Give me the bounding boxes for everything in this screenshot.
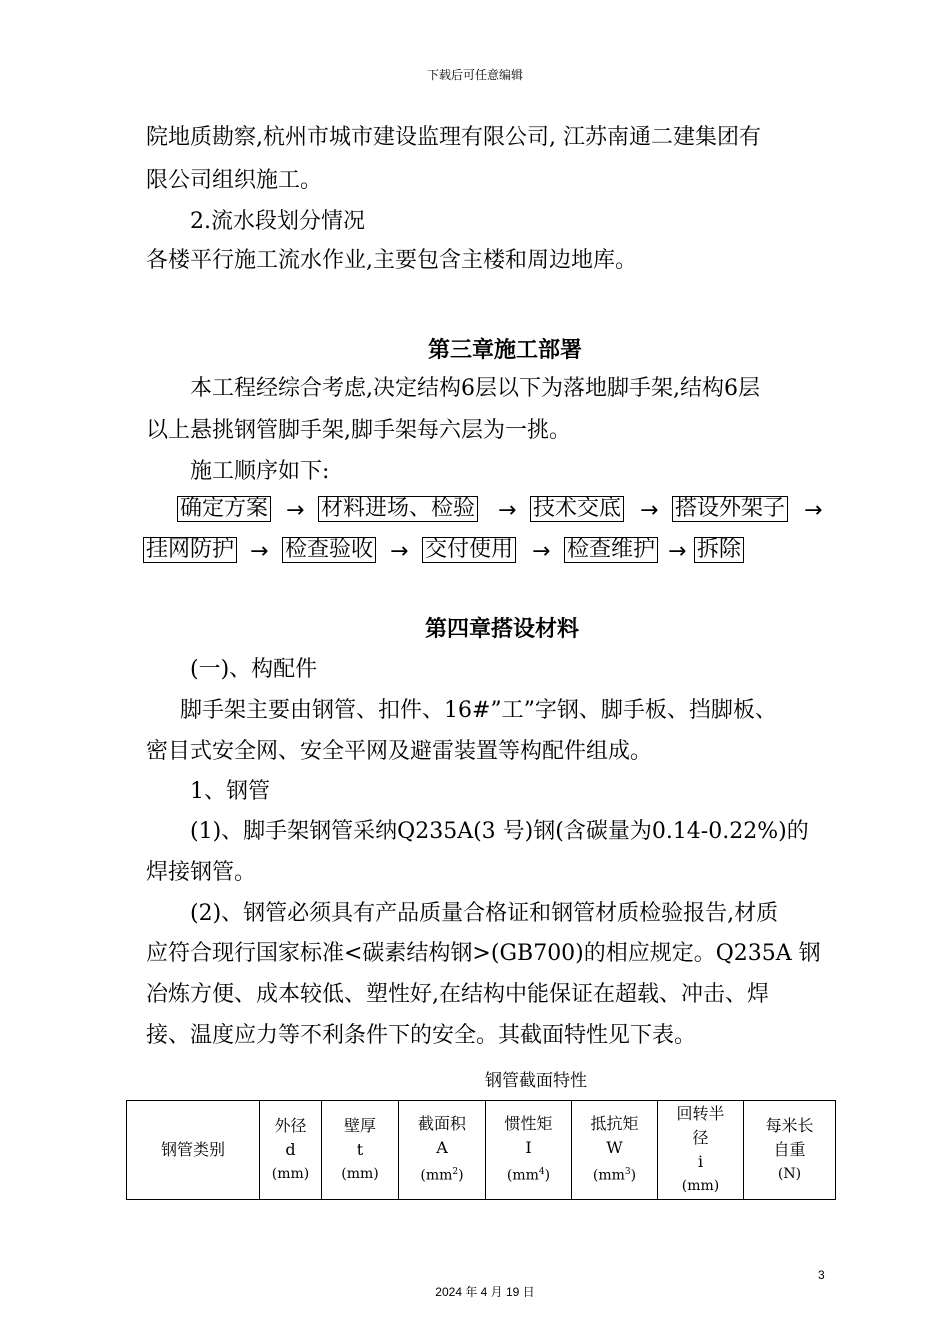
header-cell-outer-diameter: 外径 d (mm) <box>260 1101 322 1200</box>
subsection-heading: 2.流水段划分情况 <box>190 209 365 234</box>
header-cell-weight-per-meter: 每米长 自重 (N) <box>744 1101 836 1200</box>
header-note: 下载后可任意编辑 <box>426 68 523 82</box>
paragraph-line: 限公司组织施工。 <box>146 168 323 193</box>
paragraph-line: (2)、钢管必须具有产品质量合格证和钢管材质检验报告,材质 <box>190 901 779 926</box>
arrow-right-icon: → <box>804 498 823 523</box>
paragraph-line: 院地质勘察,杭州市城市建设监理有限公司, 江苏南通二建集团有 <box>146 125 761 150</box>
paragraph-line: (1)、脚手架钢管采纳Q235A(3 号)钢(含碳量为0.14-0.22%)的 <box>190 819 809 844</box>
paragraph-line: 本工程经综合考虑,决定结构6层以下为落地脚手架,结构6层 <box>190 376 760 401</box>
paragraph-line: 密目式安全网、安全平网及避雷装置等构配件组成。 <box>146 739 653 764</box>
flow-step: 搭设外架子 <box>672 496 788 522</box>
chapter-title: 第四章搭设材料 <box>425 616 580 642</box>
steel-pipe-section-table <box>126 1100 836 1200</box>
flow-step: 确定方案 <box>177 496 271 522</box>
paragraph-line: 脚手架主要由钢管、扣件、16#”工”字钢、脚手板、挡脚板、 <box>180 698 777 723</box>
header-cell-wall-thickness: 壁厚 t (mm) <box>322 1101 399 1200</box>
flow-step: 交付使用 <box>422 537 516 563</box>
flow-step: 技术交底 <box>530 496 624 522</box>
page-number: 3 <box>818 1268 825 1282</box>
arrow-right-icon: → <box>286 498 305 523</box>
table-header-row <box>127 1101 836 1200</box>
flow-step: 检查验收 <box>282 537 376 563</box>
arrow-right-icon: → <box>498 498 517 523</box>
table-caption: 钢管截面特性 <box>485 1071 587 1091</box>
paragraph-line: 施工顺序如下: <box>190 459 330 484</box>
paragraph-line: 焊接钢管。 <box>146 860 257 885</box>
flow-step: 挂网防护 <box>143 537 237 563</box>
subsection-heading: (一)、构配件 <box>190 657 318 682</box>
header-cell-section-area: 截面积 A $(mm^2)$ <box>399 1101 486 1200</box>
arrow-right-icon: → <box>640 498 659 523</box>
paragraph-line: 以上悬挑钢管脚手架,脚手架每六层为一挑。 <box>146 418 571 443</box>
footer-date: 2024 年 4 月 19 日 <box>435 1285 535 1299</box>
arrow-right-icon: → <box>532 539 551 564</box>
flow-step: 拆除 <box>694 537 744 563</box>
paragraph-line: 应符合现行国家标准<碳素结构钢>(GB700)的相应规定。Q235A 钢 <box>146 941 821 966</box>
header-cell-moment-of-inertia: 惯性矩 I $(mm^4)$ <box>486 1101 572 1200</box>
arrow-right-icon: → <box>668 539 687 564</box>
header-cell-type: 钢管类别 <box>127 1101 260 1200</box>
paragraph-line: 各楼平行施工流水作业,主要包含主楼和周边地库。 <box>146 248 637 273</box>
chapter-title: 第三章施工部署 <box>428 337 583 363</box>
flow-step: 材料进场、检验 <box>318 496 478 522</box>
arrow-right-icon: → <box>250 539 269 564</box>
paragraph-line: 冶炼方便、成本较低、塑性好,在结构中能保证在超载、冲击、焊 <box>146 982 769 1007</box>
header-cell-radius-of-gyration: 回转半 径 i (mm) <box>658 1101 744 1200</box>
header-cell-section-modulus: 抵抗矩 W $(mm^3)$ <box>572 1101 658 1200</box>
paragraph-line: 接、温度应力等不利条件下的安全。其截面特性见下表。 <box>146 1023 697 1048</box>
flow-step: 检查维护 <box>564 537 658 563</box>
arrow-right-icon: → <box>390 539 409 564</box>
subsection-heading: 1、钢管 <box>190 779 270 804</box>
